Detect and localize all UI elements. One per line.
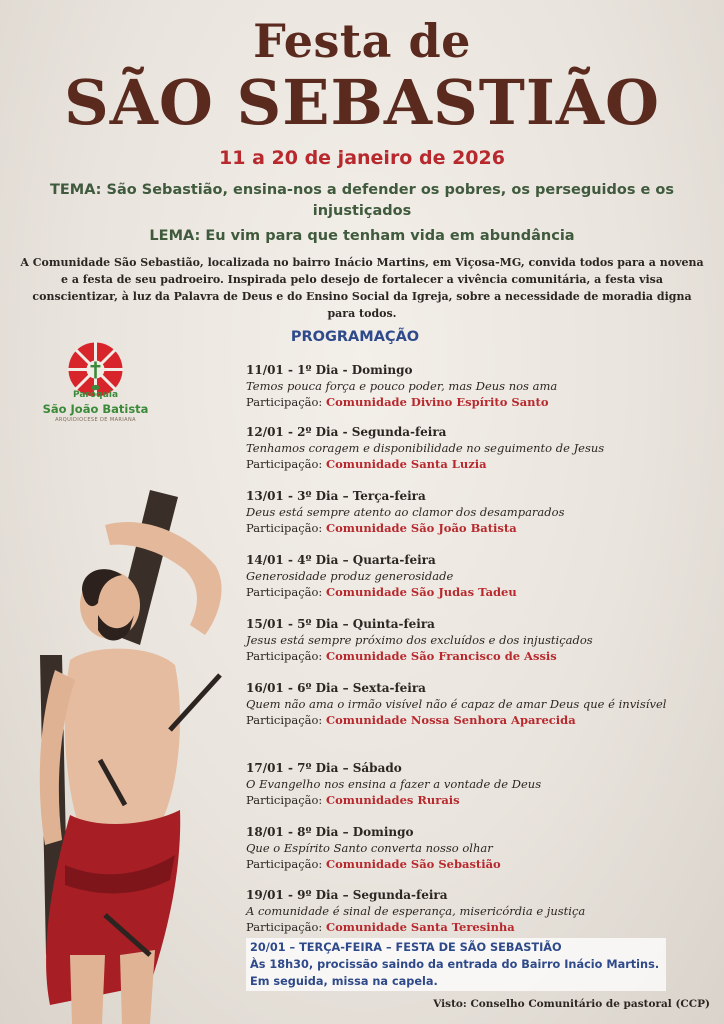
day-participation [246,456,686,472]
day-theme: Jesus está sempre próximo dos excluídos e dos injustiçados [246,633,593,647]
tema-text: São Sebastião, ensina-nos a defender os pobres, os perseguidos e os injustiçados [106,182,675,219]
program-day [246,552,686,600]
day-heading: 14/01 - 4º Dia – Quarta-feira [246,553,436,567]
program-day [246,488,686,536]
day-heading: 16/01 - 6º Dia – Sexta-feira [246,681,426,695]
day-community: Comunidade Divino Espírito Santo [325,395,549,409]
day-community: Comunidade São João Batista [325,521,517,535]
day-participation [246,856,686,872]
day-theme: Generosidade produz generosidade [246,569,454,583]
program-day [246,760,686,808]
day-community: Comunidade Nossa Senhora Aparecida [325,713,576,727]
participation-label: Participação: [246,857,323,871]
participation-label: Participação: [246,457,323,471]
day-participation [246,712,686,728]
program-day [246,362,686,410]
feast-day-box [246,938,666,991]
participation-label: Participação: [246,585,323,599]
logo-line-2: São João Batista [42,402,149,416]
day-theme: Deus está sempre atento ao clamor dos desamparados [246,505,565,519]
program-day [246,824,686,872]
day-heading: 18/01 - 8º Dia – Domingo [246,825,414,839]
day-heading: 12/01 - 2º Dia - Segunda-feira [246,425,447,439]
participation-label: Participação: [246,713,323,727]
lema [0,228,724,244]
approval-note: Visto: Conselho Comunitário de pastoral (CCP) [433,998,710,1010]
title-line-1: Festa de [253,14,471,68]
day-theme: Quem não ama o irmão visível não é capaz de amar Deus que é invisível [246,697,667,711]
participation-label: Participação: [246,920,323,934]
logo-line-3: ARQUIDIOCESE DE MARIANA [55,417,136,423]
day-community: Comunidades Rurais [325,793,460,807]
day-community: Comunidade São Francisco de Assis [325,649,557,663]
title-line-2: SÃO SEBASTIÃO [63,66,661,139]
day-participation [246,648,686,664]
program-day [246,887,686,935]
program-title: PROGRAMAÇÃO [290,329,420,345]
feast-day-heading: 20/01 – TERÇA-FEIRA – FESTA DE SÃO SEBASTIÃO [250,941,562,954]
lema-text: Eu vim para que tenham vida em abundância [205,228,575,244]
participation-label: Participação: [246,395,323,409]
tema-label: TEMA: [49,182,102,198]
day-community: Comunidade São Sebastião [325,857,501,871]
day-theme: A comunidade é sinal de esperança, misericórdia e justiça [246,904,586,918]
intro-paragraph: A Comunidade São Sebastião, localizada no bairro Inácio Martins, em Viçosa-MG, convida todos para a novena e a festa de seu padroeiro. Inspirada pelo desejo de fortalecer a vivência comunitária, a festa visa conscientizar, à luz da Palavra de Deus e do Ensino Social da Igreja, sobre a necessidade de moradia digna para todos. [20,256,704,320]
participation-label: Participação: [246,649,323,663]
day-participation [246,584,686,600]
day-community: Comunidade São Judas Tadeu [325,585,517,599]
day-participation [246,792,686,808]
day-heading: 15/01 - 5º Dia – Quinta-feira [246,617,435,631]
day-heading: 17/01 - 7º Dia – Sábado [246,761,402,775]
program-day [246,424,686,472]
day-community: Comunidade Santa Luzia [325,457,487,471]
day-participation [246,520,686,536]
day-participation [246,394,686,410]
participation-label: Participação: [246,521,323,535]
program-day [246,680,686,728]
lema-label: LEMA: [149,228,201,244]
participation-label: Participação: [246,793,323,807]
day-heading: 11/01 - 1º Dia - Domingo [246,363,413,377]
day-heading: 19/01 - 9º Dia – Segunda-feira [246,888,448,902]
day-community: Comunidade Santa Teresinha [325,920,515,934]
logo-line-1: Paróquia [72,390,119,400]
program-day [246,616,686,664]
tema [30,180,694,222]
day-heading: 13/01 - 3º Dia – Terça-feira [246,489,426,503]
day-theme: Que o Espírito Santo converta nosso olhar [246,841,493,855]
day-participation [246,919,686,935]
event-date: 11 a 20 de janeiro de 2026 [219,147,505,169]
feast-day-mass: Em seguida, missa na capela. [250,975,438,988]
day-theme: O Evangelho nos ensina a fazer a vontade de Deus [246,777,542,791]
day-theme: Temos pouca força e pouco poder, mas Deus nos ama [246,379,558,393]
day-theme: Tenhamos coragem e disponibilidade no seguimento de Jesus [246,441,605,455]
saint-sebastian-statue-image [10,485,240,1024]
feast-day-procession: Às 18h30, procissão saindo da entrada do Bairro Inácio Martins. [250,958,660,971]
